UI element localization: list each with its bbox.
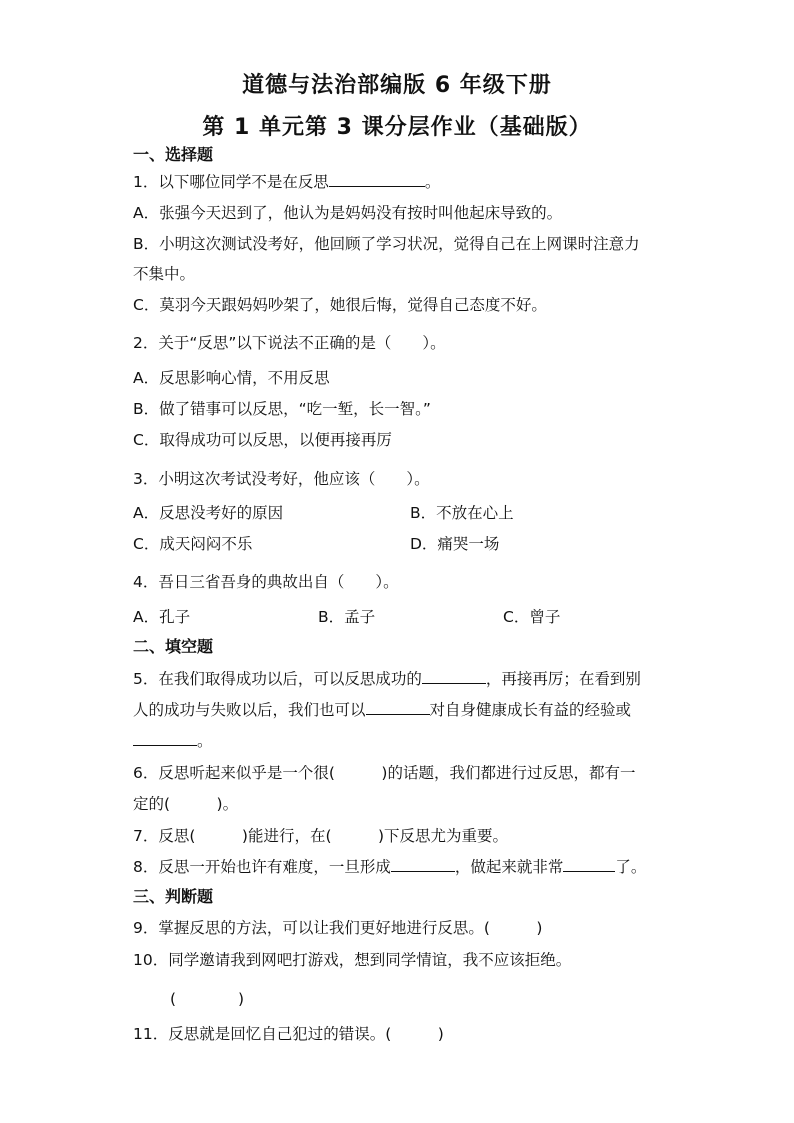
q10-answer-paren: ( ) — [170, 990, 245, 1008]
q5-text-5: 。 — [197, 732, 213, 750]
section-judge-heading: 三、判断题 — [133, 887, 214, 906]
title-line-2: 第 1 单元第 3 课分层作业（基础版） — [202, 115, 592, 140]
q1-stem — [133, 172, 440, 192]
q4-stem: 4．吾日三省吾身的典故出自（ ）。 — [133, 573, 399, 591]
section-choice-heading: 一、选择题 — [133, 145, 214, 164]
q9: 9．掌握反思的方法，可以让我们更好地进行反思。( ) — [133, 919, 543, 937]
q10-stem: 10．同学邀请我到网吧打游戏，想到同学情谊，我不应该拒绝。 — [133, 951, 572, 969]
q5-line-1 — [133, 669, 641, 689]
q5-text-1: 5．在我们取得成功以后，可以反思成功的 — [133, 670, 422, 688]
q4-option-b: B．孟子 — [318, 608, 376, 626]
q8-text-2: ，做起来就非常 — [454, 858, 564, 876]
q1-option-b-line1: B．小明这次测试没考好，他回顾了学习状况，觉得自己在上网课时注意力 — [133, 235, 640, 253]
q2-option-a: A．反思影响心情，不用反思 — [133, 369, 330, 387]
q8-text-3: 了。 — [615, 858, 647, 876]
q3-option-d: D．痛哭一场 — [410, 535, 500, 553]
q1-option-b-line2: 不集中。 — [133, 265, 196, 283]
title-line-1: 道德与法治部编版 6 年级下册 — [242, 73, 552, 98]
q1-blank — [329, 172, 425, 187]
q3-option-b: B．不放在心上 — [410, 504, 514, 522]
q4-option-c: C．曾子 — [503, 608, 561, 626]
q5-text-2: ，再接再厉；在看到别 — [485, 670, 641, 688]
q8-blank-2 — [563, 857, 615, 872]
q6-line-1: 6．反思听起来似乎是一个很( )的话题，我们都进行过反思，都有一 — [133, 764, 636, 782]
q5-line-3 — [133, 731, 213, 751]
q2-option-c: C．取得成功可以反思，以便再接再厉 — [133, 431, 392, 449]
q5-blank-2 — [366, 700, 430, 715]
q1-option-a: A．张强今天迟到了，他认为是妈妈没有按时叫他起床导致的。 — [133, 204, 563, 222]
q8 — [133, 857, 646, 877]
q7: 7．反思( )能进行，在( )下反思尤为重要。 — [133, 827, 509, 845]
q2-option-b: B．做了错事可以反思，“吃一堑，长一智。” — [133, 400, 431, 418]
q5-blank-1 — [422, 669, 486, 684]
section-fill-heading: 二、填空题 — [133, 637, 214, 656]
q1-stem-text: 1．以下哪位同学不是在反思 — [133, 173, 329, 191]
q5-text-3: 人的成功与失败以后，我们也可以 — [133, 701, 366, 719]
q5-blank-3 — [133, 731, 197, 746]
q6-line-2: 定的( )。 — [133, 795, 239, 813]
q1-option-c: C．莫羽今天跟妈妈吵架了，她很后悔，觉得自己态度不好。 — [133, 296, 547, 314]
q5-line-2 — [133, 700, 631, 720]
q1-stem-end: 。 — [424, 173, 441, 191]
q11: 11．反思就是回忆自己犯过的错误。( ) — [133, 1025, 444, 1043]
q8-blank-1 — [391, 857, 455, 872]
q4-option-a: A．孔子 — [133, 608, 191, 626]
q3-option-a: A．反思没考好的原因 — [133, 504, 284, 522]
q3-stem: 3．小明这次考试没考好，他应该（ ）。 — [133, 470, 430, 488]
q8-text-1: 8．反思一开始也许有难度，一旦形成 — [133, 858, 391, 876]
q3-option-c: C．成天闷闷不乐 — [133, 535, 253, 553]
q5-text-4: 对自身健康成长有益的经验或 — [429, 701, 632, 719]
q2-stem: 2．关于“反思”以下说法不正确的是（ ）。 — [133, 334, 446, 352]
